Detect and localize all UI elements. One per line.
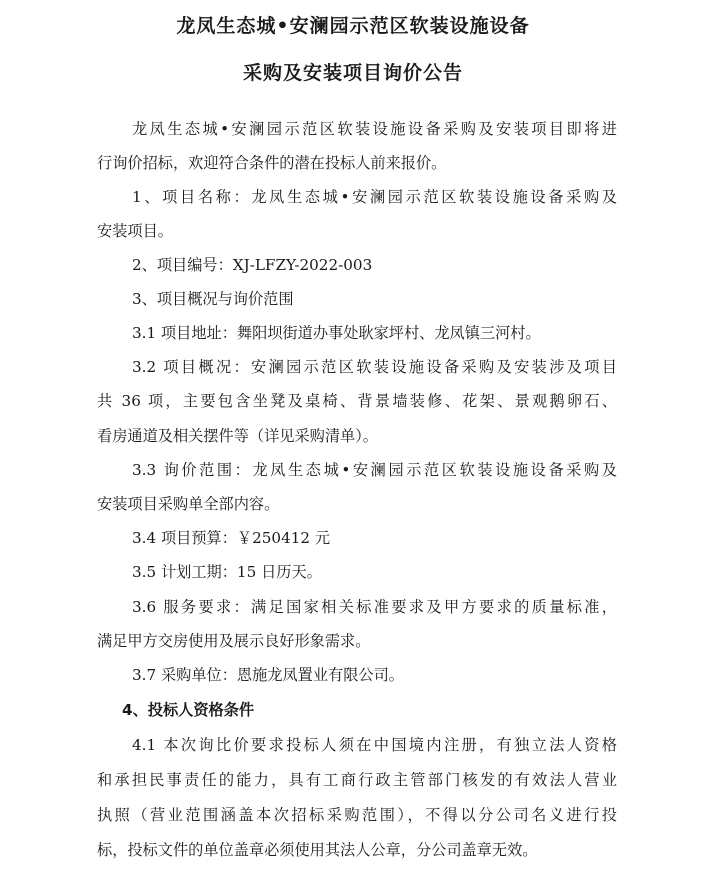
item4-1-line-4: 标，投标文件的单位盖章必须使用其法人公章，分公司盖章无效。 bbox=[97, 841, 538, 859]
item3-3-line-2: 安装项目采购单全部内容。 bbox=[97, 495, 280, 513]
item3-1-line: 3.1 项目地址：舞阳坝街道办事处耿家坪村、龙凤镇三河村。 bbox=[132, 324, 541, 342]
item3-2-line-3: 看房通道及相关摆件等（详见采购清单）。 bbox=[97, 427, 378, 445]
item4-heading: 4、投标人资格条件 bbox=[122, 701, 255, 719]
intro-line-1: 龙凤生态城•安澜园示范区软装设施设备采购及安装项目即将进 bbox=[132, 120, 617, 138]
item3-2-line-2: 共 36 项，主要包含坐凳及桌椅、背景墙装修、花架、景观鹅卵石、 bbox=[97, 392, 617, 410]
item2-line: 2、项目编号：XJ-LFZY-2022-003 bbox=[132, 256, 373, 274]
item1-line-2: 安装项目。 bbox=[97, 222, 173, 240]
item3-6-line-1: 3.6 服务要求：满足国家相关标准要求及甲方要求的质量标准， bbox=[132, 598, 617, 616]
item3-3-line-1: 3.3 询价范围：龙凤生态城•安澜园示范区软装设施设备采购及 bbox=[132, 461, 617, 479]
item3-7-line: 3.7 采购单位：恩施龙凤置业有限公司。 bbox=[132, 666, 404, 684]
item3-6-line-2: 满足甲方交房使用及展示良好形象需求。 bbox=[97, 632, 371, 650]
item3-4-line: 3.4 项目预算：￥250412 元 bbox=[132, 529, 331, 547]
title-line-2: 采购及安装项目询价公告 bbox=[242, 62, 463, 84]
item3-2-line-1: 3.2 项目概况：安澜园示范区软装设施设备采购及安装涉及项目 bbox=[132, 358, 617, 376]
item4-1-line-2: 和承担民事责任的能力，具有工商行政主管部门核发的有效法人营业 bbox=[97, 771, 617, 789]
item4-1-line-1: 4.1 本次询比价要求投标人须在中国境内注册，有独立法人资格 bbox=[132, 736, 617, 754]
title-line-1: 龙凤生态城•安澜园示范区软装设施设备 bbox=[176, 15, 530, 37]
item1-line-1: 1、项目名称：龙凤生态城•安澜园示范区软装设施设备采购及 bbox=[132, 188, 617, 206]
item3-5-line: 3.5 计划工期：15 日历天。 bbox=[132, 563, 322, 581]
item4-1-line-3: 执照（营业范围涵盖本次招标采购范围），不得以分公司名义进行投 bbox=[97, 806, 617, 824]
item3-line: 3、项目概况与询价范围 bbox=[132, 290, 294, 308]
intro-line-2: 行询价招标，欢迎符合条件的潜在投标人前来报价。 bbox=[97, 154, 447, 172]
